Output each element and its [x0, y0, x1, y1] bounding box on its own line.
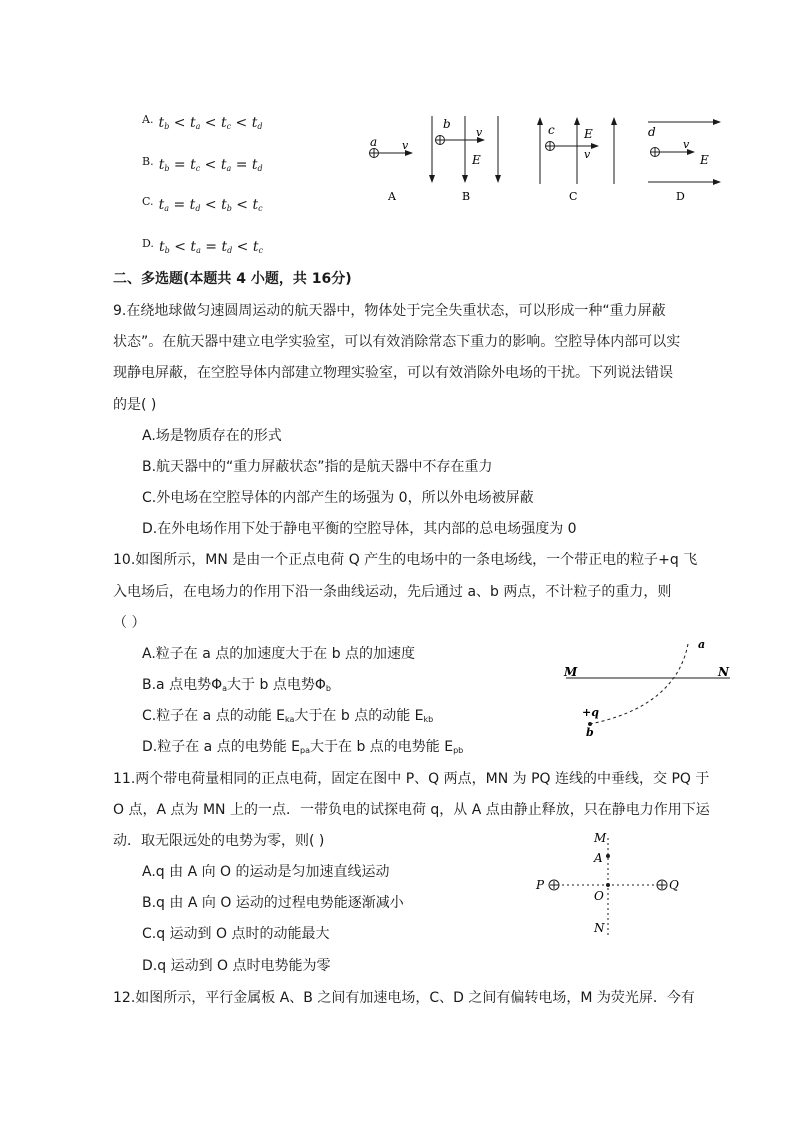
q9-option-b: B.航天器中的“重力屏蔽状态”指的是航天器中不存在重力 [142, 459, 493, 475]
q10-stem-line-3: （ ） [113, 615, 146, 631]
q12-stem-line-1: 12.如图所示，平行金属板 A、B 之间有加速电场，C、D 之间有偏转电场，M 为荧光屏．今有 [113, 990, 695, 1006]
q8-panel-d [648, 122, 720, 203]
q9-stem-line-3: 现静电屏蔽，在空腔导体内部建立物理实验室，可以有效消除外电场的干扰。下列说法错误 [113, 365, 673, 381]
q8-e-c: E [584, 127, 593, 141]
q10-label-n: N [718, 665, 729, 679]
q9-option-d: D.在外电场作用下处于静电平衡的空腔导体，其内部的总电场强度为 0 [142, 521, 577, 537]
q8-particle-a: a [370, 135, 378, 149]
q10-label-b: b [586, 726, 594, 739]
q10-label-a: a [698, 638, 706, 651]
q11-stem-line-1: 11.两个带电荷量相同的正点电荷，固定在图中 P、Q 两点，MN 为 PQ 连线的中垂线，交 PQ 于 [113, 771, 710, 787]
q8-particle-b: b [443, 117, 451, 131]
q11-option-c: C.q 运动到 O 点时的动能最大 [142, 926, 330, 942]
q10-figure [560, 636, 740, 740]
q8-figure [360, 108, 730, 208]
q11-figure [530, 826, 690, 942]
q8-v-b: v [476, 126, 483, 139]
q11-label-n: N [594, 921, 605, 935]
q11-charge-q [657, 880, 667, 890]
q10-option-d: D.粒子在 a 点的电势能 $E_{pa}$大于在 b 点的电势能 $E_{pb}$ [142, 739, 464, 755]
q11-stem-line-3: 动．取无限远处的电势为零，则( ) [113, 833, 325, 849]
q9-stem-line-4: 的是( ) [113, 397, 157, 413]
q10-label-m: M [564, 665, 578, 679]
q11-label-o: O [594, 889, 604, 903]
q8-option-a: A. $t_b < t_a < t_c < t_d$ [142, 113, 263, 131]
q8-caption-a: A [388, 190, 396, 203]
q8-option-d-expr: $t_b < t_a = t_d < t_c$ [159, 239, 263, 255]
q11-label-a: A [594, 851, 603, 865]
q8-panel-c [540, 118, 614, 203]
q10-label-q: +q [582, 706, 599, 719]
q8-option-b: B. $t_b = t_c < t_a = t_d$ [142, 155, 263, 173]
q11-option-d: D.q 运动到 O 点时电势能为零 [142, 958, 331, 974]
q8-v-a: v [402, 139, 409, 152]
q11-option-b: B.q 由 A 向 O 运动的过程电势能逐渐减小 [142, 895, 404, 911]
q10-stem-line-2: 入电场后，在电场力的作用下沿一条曲线运动，先后通过 a、b 两点，不计粒子的重力，则 [113, 584, 672, 600]
q8-e-b: E [472, 153, 481, 167]
q10-option-c: C.粒子在 a 点的动能 $E_{ka}$大于在 b 点的动能 $E_{kb}$ [142, 708, 434, 724]
q9-option-c: C.外电场在空腔导体的内部产生的场强为 0，所以外电场被屏蔽 [142, 490, 534, 506]
q10-option-b: B.a 点电势$\Phi_a$大于 b 点电势$\Phi_b$ [142, 677, 331, 693]
q9-option-a: A.场是物质存在的形式 [142, 428, 282, 444]
q10-stem-line-1: 10.如图所示，MN 是由一个正点电荷 Q 产生的电场中的一条电场线，一个带正电的粒子+q 飞 [113, 552, 698, 568]
q8-option-d: D. $t_b < t_a = t_d < t_c$ [142, 237, 263, 255]
q9-stem-line-2: 状态”。在航天器中建立电学实验室，可以有效消除常态下重力的影响。空腔导体内部可以实 [113, 334, 681, 350]
q8-caption-d: D [676, 190, 685, 203]
q8-option-a-expr: $t_b < t_a < t_c < t_d$ [158, 115, 263, 131]
q8-panel-a [370, 135, 413, 203]
q11-label-m: M [594, 831, 607, 845]
q8-v-c: v [584, 148, 591, 161]
q8-particle-c: c [548, 123, 555, 137]
q8-e-d: E [700, 153, 709, 167]
q8-particle-d: d [648, 125, 656, 139]
q8-caption-b: B [462, 190, 471, 203]
q8-option-b-expr: $t_b = t_c < t_a = t_d$ [158, 157, 263, 173]
q11-label-q: Q [669, 878, 679, 892]
q8-option-c-expr: $t_a = t_d < t_b < t_c$ [158, 197, 263, 213]
q11-charge-p [549, 880, 559, 890]
q11-label-p: P [536, 878, 545, 892]
q8-caption-c: C [569, 190, 578, 203]
q8-option-c: C. $t_a = t_d < t_b < t_c$ [142, 195, 263, 213]
section-title: 二、多选题(本题共 4 小题，共 16分) [113, 271, 352, 287]
q9-stem-line-1: 9.在绕地球做匀速圆周运动的航天器中，物体处于完全失重状态，可以形成一种“重力屏蔽 [113, 303, 666, 319]
q8-panel-b [432, 116, 498, 203]
q11-option-a: A.q 由 A 向 O 的运动是匀加速直线运动 [142, 864, 390, 880]
q10-option-a: A.粒子在 a 点的加速度大于在 b 点的加速度 [142, 646, 416, 662]
q11-stem-line-2: O 点，A 点为 MN 上的一点．一带负电的试探电荷 q，从 A 点由静止释放，只在静电力作用下运 [113, 802, 710, 818]
q8-v-d: v [683, 138, 690, 151]
